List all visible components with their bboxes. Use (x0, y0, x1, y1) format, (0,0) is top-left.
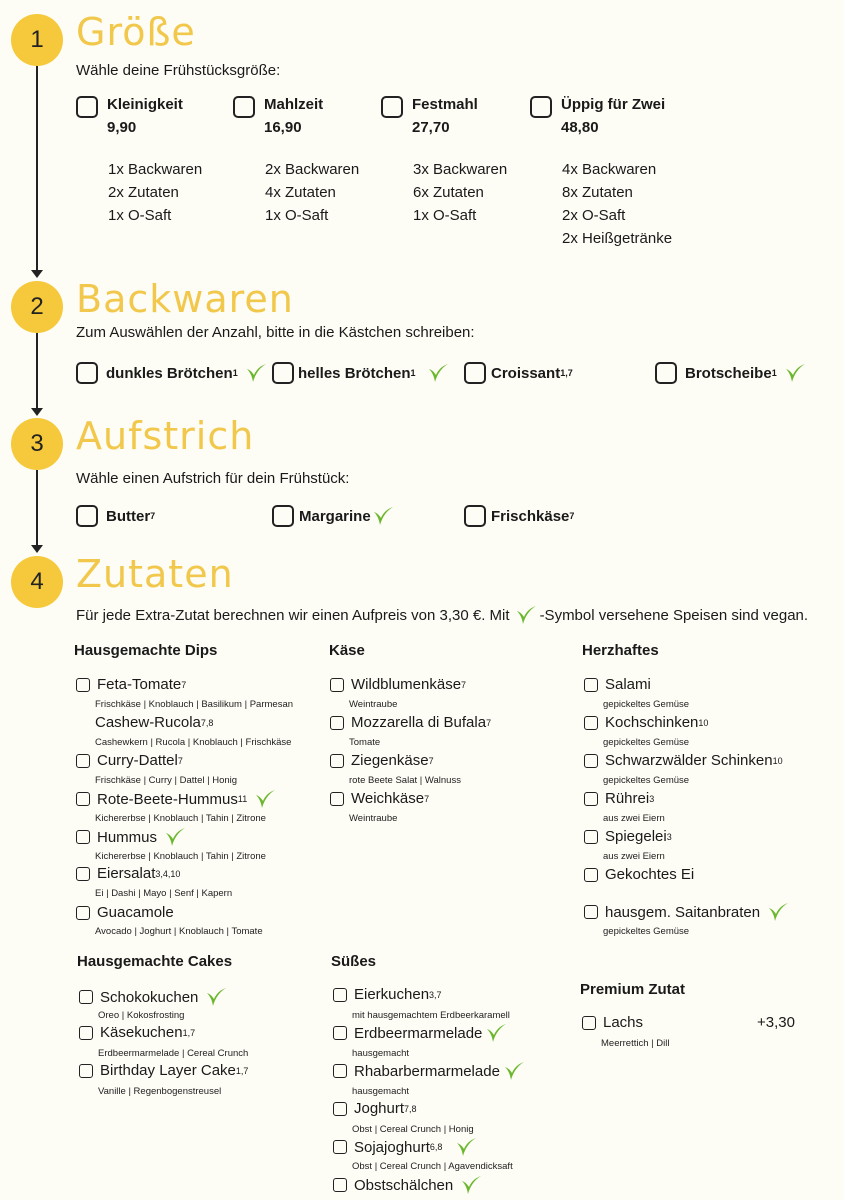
item-name: Rote-Beete-Hummus (97, 790, 238, 808)
item-name: Joghurt (354, 1100, 405, 1117)
item-checkbox[interactable] (330, 754, 344, 768)
item-checkbox[interactable] (333, 1026, 347, 1040)
item-name: Hummus (97, 828, 158, 846)
vegan-icon (163, 826, 187, 848)
size-name: Mahlzeit (264, 96, 324, 113)
item-name: Sojajoghurt (354, 1138, 430, 1156)
aufstrich-option (272, 505, 395, 527)
item-checkbox[interactable] (333, 1102, 347, 1116)
content-line: 4x Zutaten (265, 184, 336, 201)
item-name: Salami (605, 676, 651, 693)
step-number: 3 (11, 418, 63, 470)
item-name: Feta-Tomate (97, 676, 182, 693)
list-item[interactable] (584, 866, 694, 883)
list-item[interactable]: Spiegelei 3 (584, 828, 672, 845)
vegan-icon (454, 1136, 478, 1158)
item-description: Frischkäse | Knoblauch | Basilikum | Parmesan (95, 699, 294, 710)
category-title: Süßes (331, 953, 377, 970)
list-item[interactable] (584, 676, 651, 693)
category-title: Käse (329, 642, 365, 659)
item-name: Ziegenkäse (351, 752, 429, 769)
list-item[interactable]: Cashew-Rucola 7,8 (95, 714, 214, 731)
item-description: mit hausgemachtem Erdbeerkaramell (352, 1010, 510, 1021)
timeline-line (36, 40, 38, 272)
item-description: Tomate (349, 737, 381, 748)
item-checkbox[interactable] (79, 990, 93, 1004)
item-description: gepickeltes Gemüse (603, 926, 690, 937)
list-item[interactable]: Weichkäse 7 (330, 790, 429, 807)
item-name: Rührei (605, 790, 650, 807)
size-contents (413, 158, 507, 227)
content-line: 2x Heißgetränke (562, 230, 673, 247)
list-item[interactable]: Sojajoghurt 6,8 (333, 1136, 478, 1158)
list-item[interactable]: Rote-Beete-Hummus 11 (76, 788, 277, 810)
vegan-icon (204, 986, 228, 1008)
item-name: Cashew-Rucola (95, 714, 201, 731)
list-item[interactable]: Feta-Tomate 7 (76, 676, 186, 693)
content-line: 3x Backwaren (413, 161, 508, 178)
quantity-box[interactable] (76, 362, 98, 384)
content-line: 1x Backwaren (108, 161, 203, 178)
item-name: Erdbeermarmelade (354, 1024, 483, 1042)
item-name: Curry-Dattel (97, 752, 178, 769)
item-name: Guacamole (97, 904, 174, 921)
size-checkbox[interactable] (381, 96, 403, 118)
item-checkbox[interactable] (330, 678, 344, 692)
content-line: 1x O-Saft (413, 207, 477, 224)
content-line: 1x O-Saft (265, 207, 329, 224)
item-checkbox[interactable] (333, 1140, 347, 1154)
list-item[interactable]: Käsekuchen 1,7 (79, 1024, 195, 1041)
size-option (76, 96, 202, 227)
size-option (233, 96, 359, 227)
section-title: Backwaren (76, 277, 294, 321)
item-name: Mozzarella di Bufala (351, 714, 487, 731)
aufstrich-option: Frischkäse 7 (464, 505, 574, 527)
item-description: Weintraube (349, 699, 398, 710)
backwaren-option: dunkles Brötchen 1 (76, 362, 268, 384)
item-checkbox[interactable] (333, 1064, 347, 1078)
list-item[interactable]: Birthday Layer Cake 1,7 (79, 1062, 248, 1079)
option-label: Butter (106, 507, 151, 525)
item-checkbox[interactable] (333, 1178, 347, 1192)
vegan-icon (253, 788, 277, 810)
item-description: aus zwei Eiern (603, 813, 665, 824)
item-checkbox[interactable] (76, 906, 90, 920)
content-line: 8x Zutaten (562, 184, 633, 201)
aufstrich-checkbox[interactable] (272, 505, 294, 527)
item-name: Lachs (603, 1014, 644, 1031)
item-checkbox[interactable] (584, 754, 598, 768)
item-name: Eierkuchen (354, 986, 430, 1003)
timeline-arrow (31, 270, 43, 278)
size-price: 48,80 (561, 119, 599, 136)
item-name: Schwarzwälder Schinken (605, 752, 773, 769)
item-description: Erdbeermarmelade | Cereal Crunch (98, 1048, 249, 1059)
item-checkbox[interactable] (584, 905, 598, 919)
timeline-arrow (31, 545, 43, 553)
size-contents (562, 158, 672, 250)
option-label: Croissant (491, 364, 561, 382)
size-contents (265, 158, 359, 227)
size-contents (108, 158, 202, 227)
size-price: 9,90 (107, 119, 137, 136)
list-item[interactable] (333, 1060, 526, 1082)
item-description: gepickeltes Gemüse (603, 737, 690, 748)
item-name: Weichkäse (351, 790, 425, 807)
item-name: Gekochtes Ei (605, 866, 695, 883)
category-title: Herzhaftes (582, 642, 659, 659)
vegan-icon (502, 1060, 526, 1082)
item-description: Vanille | Regenbogenstreusel (98, 1086, 222, 1097)
item-checkbox[interactable] (584, 868, 598, 882)
item-description: Kichererbse | Knoblauch | Tahin | Zitrone (95, 813, 266, 824)
section-subtitle: Zum Auswählen der Anzahl, bitte in die Kästchen schreiben: (76, 324, 475, 341)
list-item[interactable]: Curry-Dattel 7 (76, 752, 183, 769)
item-name: Spiegelei (605, 828, 667, 845)
size-checkbox[interactable] (530, 96, 552, 118)
item-description: Obst | Cereal Crunch | Honig (352, 1124, 474, 1135)
item-description: Kichererbse | Knoblauch | Tahin | Zitrone (95, 851, 266, 862)
section-subtitle (76, 604, 808, 626)
item-checkbox[interactable] (79, 1064, 93, 1078)
item-checkbox[interactable] (79, 1026, 93, 1040)
item-description: Obst | Cereal Crunch | Agavendicksaft (352, 1161, 513, 1172)
item-name: hausgem. Saitanbraten (605, 903, 761, 921)
item-description: Ei | Dashi | Mayo | Senf | Kapern (95, 888, 233, 899)
item-checkbox[interactable] (76, 792, 90, 806)
size-option (530, 96, 672, 250)
size-checkbox[interactable] (76, 96, 98, 118)
item-name: Rhabarbermarmelade (354, 1062, 500, 1080)
list-item[interactable] (79, 986, 228, 1008)
item-description: hausgemacht (352, 1086, 410, 1097)
section-title: Größe (76, 10, 196, 54)
vegan-icon (484, 1022, 508, 1044)
list-item[interactable]: Kochschinken 10 (584, 714, 708, 731)
list-item[interactable]: Ziegenkäse 7 (330, 752, 434, 769)
vegan-icon (371, 505, 395, 527)
item-description: Weintraube (349, 813, 398, 824)
item-price: +3,30 (757, 1014, 795, 1031)
list-item[interactable]: Schwarzwälder Schinken 10 (584, 752, 783, 769)
item-checkbox[interactable] (76, 754, 90, 768)
step-number: 2 (11, 281, 63, 333)
aufstrich-option: Butter 7 (76, 505, 155, 527)
subtitle-text: -Symbol versehene Speisen sind vegan. (539, 606, 809, 624)
size-name: Kleinigkeit (107, 96, 183, 113)
item-checkbox[interactable] (330, 716, 344, 730)
section-subtitle: Wähle einen Aufstrich für dein Frühstück: (76, 470, 350, 487)
aufstrich-checkbox[interactable] (464, 505, 486, 527)
category-title: Hausgemachte Dips (74, 642, 218, 659)
option-label: dunkles Brötchen (106, 364, 233, 382)
item-description: Avocado | Joghurt | Knoblauch | Tomate (95, 926, 263, 937)
item-description: gepickeltes Gemüse (603, 775, 690, 786)
list-item[interactable] (582, 1014, 643, 1031)
item-name: Eiersalat (97, 865, 156, 882)
size-checkbox[interactable] (233, 96, 255, 118)
list-item[interactable] (76, 826, 187, 848)
list-item[interactable]: Rührei 3 (584, 790, 654, 807)
timeline-arrow (31, 408, 43, 416)
category-title: Premium Zutat (580, 981, 686, 998)
step-number: 4 (11, 556, 63, 608)
section-title: Aufstrich (76, 414, 255, 458)
size-price: 16,90 (264, 119, 302, 136)
timeline-line (36, 470, 38, 547)
quantity-box[interactable] (655, 362, 677, 384)
option-label: Brotscheibe (685, 364, 772, 382)
item-name: Wildblumenkäse (351, 676, 462, 693)
item-checkbox[interactable] (76, 678, 90, 692)
list-item[interactable] (333, 1022, 508, 1044)
item-name: Birthday Layer Cake (100, 1062, 236, 1079)
section-subtitle: Wähle deine Frühstücksgröße: (76, 62, 281, 79)
item-checkbox[interactable] (330, 792, 344, 806)
list-item[interactable]: Eierkuchen 3,7 (333, 986, 442, 1003)
item-checkbox[interactable] (584, 792, 598, 806)
item-description: rote Beete Salat | Walnuss (349, 775, 461, 786)
size-name: Festmahl (412, 96, 478, 113)
list-item[interactable]: Eiersalat 3,4,10 (76, 865, 180, 882)
item-name: Obstschälchen (354, 1176, 454, 1194)
item-description: hausgemacht (352, 1048, 410, 1059)
size-name: Üppig für Zwei (561, 96, 666, 113)
aufstrich-checkbox[interactable] (76, 505, 98, 527)
size-price: 27,70 (412, 119, 450, 136)
content-line: 2x Zutaten (108, 184, 179, 201)
list-item[interactable] (333, 1174, 483, 1196)
content-line: 6x Zutaten (413, 184, 484, 201)
item-description: Cashewkern | Rucola | Knoblauch | Frischkäse (95, 737, 292, 748)
content-line: 4x Backwaren (562, 161, 657, 178)
content-line: 2x O-Saft (562, 207, 626, 224)
step-number: 1 (11, 14, 63, 66)
list-item[interactable] (76, 904, 174, 921)
vegan-icon (514, 604, 538, 626)
backwaren-option: helles Brötchen 1 (272, 362, 450, 384)
list-item[interactable]: Joghurt 7,8 (333, 1100, 417, 1117)
content-line: 2x Backwaren (265, 161, 360, 178)
item-name: Kochschinken (605, 714, 699, 731)
item-checkbox[interactable] (584, 678, 598, 692)
vegan-icon (426, 362, 450, 384)
item-checkbox[interactable] (76, 830, 90, 844)
item-description: Frischkäse | Curry | Dattel | Honig (95, 775, 238, 786)
list-item[interactable] (584, 901, 790, 923)
timeline-line (36, 330, 38, 410)
item-checkbox[interactable] (333, 988, 347, 1002)
item-checkbox[interactable] (584, 830, 598, 844)
option-label: helles Brötchen (298, 364, 411, 382)
item-description: aus zwei Eiern (603, 851, 665, 862)
item-checkbox[interactable] (582, 1016, 596, 1030)
size-option (381, 96, 507, 227)
vegan-icon (783, 362, 807, 384)
backwaren-option: Croissant 1,7 (464, 362, 573, 384)
quantity-box[interactable] (464, 362, 486, 384)
item-checkbox[interactable] (584, 716, 598, 730)
content-line: 1x O-Saft (108, 207, 172, 224)
option-label: Frischkäse (491, 507, 570, 525)
list-item[interactable]: Wildblumenkäse 7 (330, 676, 466, 693)
item-checkbox[interactable] (76, 867, 90, 881)
section-title: Zutaten (76, 552, 234, 596)
item-description: Meerrettich | Dill (601, 1038, 670, 1049)
item-description: gepickeltes Gemüse (603, 699, 690, 710)
subtitle-text: Für jede Extra-Zutat berechnen wir einen Aufpreis von 3,30 €. Mit (76, 606, 510, 624)
vegan-icon (244, 362, 268, 384)
vegan-icon (766, 901, 790, 923)
option-label: Margarine (299, 507, 371, 525)
item-name: Schokokuchen (100, 988, 199, 1006)
list-item[interactable]: Mozzarella di Bufala 7 (330, 714, 491, 731)
backwaren-option: Brotscheibe 1 (655, 362, 807, 384)
item-name: Käsekuchen (100, 1024, 183, 1041)
item-description: Oreo | Kokosfrosting (98, 1010, 185, 1021)
vegan-icon (459, 1174, 483, 1196)
quantity-box[interactable] (272, 362, 294, 384)
category-title: Hausgemachte Cakes (77, 953, 233, 970)
